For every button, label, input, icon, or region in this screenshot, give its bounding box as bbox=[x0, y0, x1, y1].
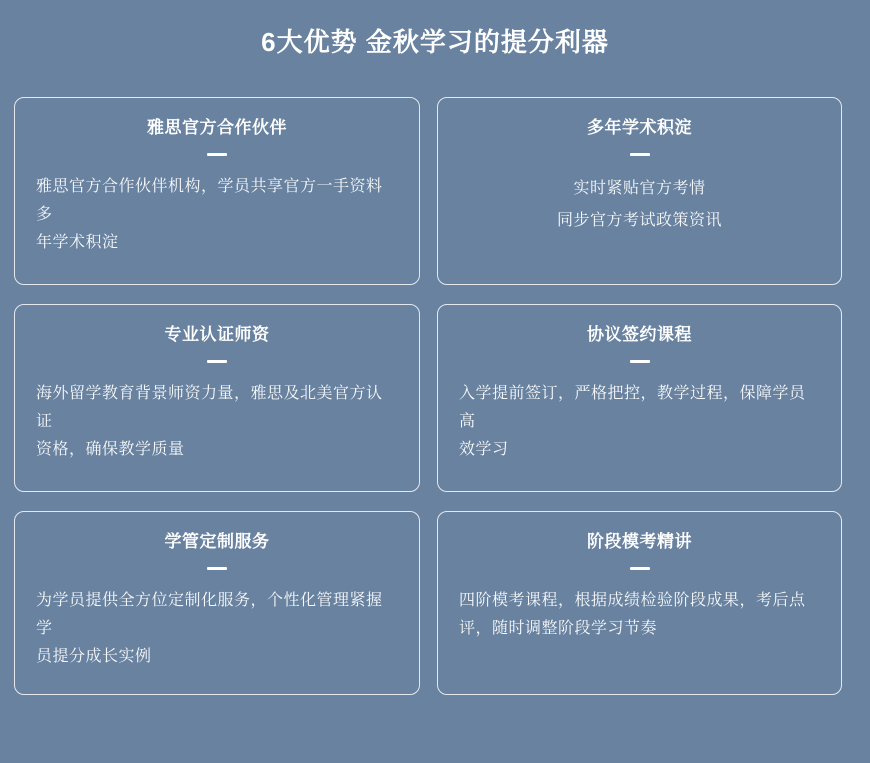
card-body bbox=[36, 587, 398, 671]
card-body-line: 入学提前签订，严格把控，教学过程，保障学员高 bbox=[459, 385, 806, 430]
card-body bbox=[459, 587, 820, 643]
card-title: 专业认证师资 bbox=[164, 325, 270, 344]
card-body bbox=[36, 380, 398, 464]
advantage-card-agreement-course bbox=[437, 304, 842, 492]
card-body-line: 资格，确保教学质量 bbox=[36, 441, 185, 458]
title-underline-dash bbox=[630, 360, 650, 363]
card-body-line: 四阶模考课程，根据成绩检验阶段成果，考后点 bbox=[459, 592, 806, 609]
card-body bbox=[36, 173, 398, 257]
card-body-line: 评，随时调整阶段学习节奏 bbox=[459, 620, 658, 637]
card-title: 学管定制服务 bbox=[164, 532, 270, 551]
card-body-line: 为学员提供全方位定制化服务，个性化管理紧握学 bbox=[36, 592, 383, 637]
card-body bbox=[459, 380, 820, 464]
advantage-card-certified-teachers bbox=[14, 304, 420, 492]
card-body-line: 实时紧贴官方考情 bbox=[573, 180, 706, 197]
section-title: 6大优势 金秋学习的提分利器 bbox=[261, 27, 609, 57]
card-body-line: 年学术积淀 bbox=[36, 234, 119, 251]
title-underline-dash bbox=[630, 153, 650, 156]
card-body bbox=[459, 173, 820, 237]
card-body-line: 同步官方考试政策资讯 bbox=[556, 212, 722, 229]
card-title: 阶段模考精讲 bbox=[587, 532, 692, 551]
advantage-grid bbox=[14, 97, 842, 695]
advantage-card-academic-accumulation bbox=[437, 97, 842, 285]
title-underline-dash bbox=[207, 153, 227, 156]
title-underline-dash bbox=[207, 567, 227, 570]
advantage-card-ielts-official-partner bbox=[14, 97, 420, 285]
card-title: 协议签约课程 bbox=[587, 325, 692, 344]
card-title: 雅思官方合作伙伴 bbox=[147, 118, 287, 137]
title-underline-dash bbox=[630, 567, 650, 570]
advantage-card-customized-service bbox=[14, 511, 420, 695]
card-body-line: 员提分成长实例 bbox=[36, 648, 152, 665]
advantage-card-mock-exam-review bbox=[437, 511, 842, 695]
card-body-line: 海外留学教育背景师资力量，雅思及北美官方认证 bbox=[36, 385, 383, 430]
card-title: 多年学术积淀 bbox=[587, 118, 692, 137]
title-underline-dash bbox=[207, 360, 227, 363]
card-body-line: 雅思官方合作伙伴机构，学员共享官方一手资料多 bbox=[36, 178, 383, 223]
card-body-line: 效学习 bbox=[459, 441, 509, 458]
